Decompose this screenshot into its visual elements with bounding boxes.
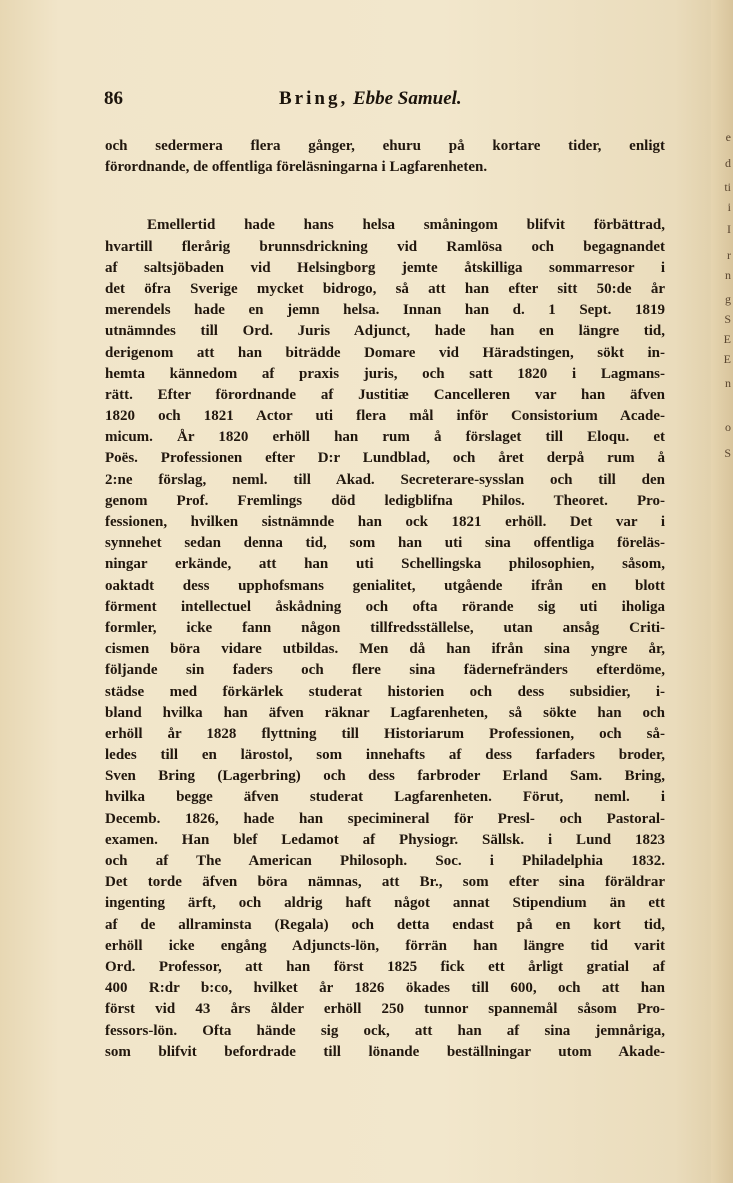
bleed-char: d: [725, 156, 731, 170]
text-line: städse med förkärlek studerat historien och dess subsidier, i-: [105, 683, 665, 700]
text-line: examen. Han blef Ledamot af Physiogr. Sällsk. i Lund 1823: [105, 831, 665, 848]
text-line: Decemb. 1826, hade han specimineral för Presl- och Pastoral-: [105, 810, 665, 827]
text-line: det öfra Sverige mycket bidrogo, så att han efter sitt 50:de år: [105, 280, 665, 297]
bleed-char: g: [725, 292, 731, 306]
text-line: utnämndes till Ord. Juris Adjunct, hade han en längre tid,: [105, 323, 665, 340]
text-line: erhöll icke engång Adjuncts-lön, förrän han längre tid varit: [105, 937, 665, 954]
text-line: 1820 och 1821 Actor uti flera mål inför Consistorium Acade-: [105, 408, 665, 425]
bleed-char: r: [727, 248, 731, 262]
text-line: hvilka begge äfven studerat Lagfarenheten. Förut, neml. i: [105, 789, 665, 806]
text-line: förordnande, de offentliga föreläsningarna i Lagfarenheten.: [105, 159, 488, 176]
text-line: fessionen, hvilken sistnämnde han ock 1821 erhöll. Det var i: [105, 514, 665, 530]
text-line: och sedermera flera gånger, ehuru på kortare tider, enligt: [105, 138, 665, 154]
text-line: af de allraminsta (Regala) och detta endast på en kort tid,: [105, 916, 665, 933]
running-head-given-names: Ebbe Samuel.: [352, 88, 462, 109]
text-line: fessors-lön. Ofta hände sig ock, att han af sina jemnåriga,: [105, 1022, 665, 1039]
text-line: ningar erkände, att han uti Schellingska philosophien, såsom,: [105, 556, 665, 573]
text-line: Sven Bring (Lagerbring) och dess farbroder Erland Sam. Bring,: [105, 768, 665, 785]
running-head-title: [279, 88, 462, 110]
text-line: af saltsjöbaden vid Helsingborg jemte åtskilliga sommarresor i: [105, 259, 665, 276]
text-line: merendels hade en jemn helsa. Innan han d. 1 Sept. 1819: [105, 302, 665, 319]
text-line: micum. År 1820 erhöll han rum å förslaget till Eloqu. et: [105, 429, 665, 446]
bleed-char: n: [725, 376, 731, 390]
bleed-char: I: [727, 222, 731, 236]
body-text: [105, 136, 665, 1063]
text-line: rätt. Efter förordnande af Justitiæ Cancelleren var han äfven: [105, 386, 665, 403]
paragraph-2: [105, 215, 665, 1063]
text-line: Ord. Professor, att han först 1825 fick ett årligt gratial af: [105, 958, 665, 975]
running-head-surname: Bring,: [279, 88, 349, 109]
text-line: följande sin faders och flere sina fädernefränders efterdöme,: [105, 662, 665, 679]
text-line: ingenting ärft, och aldrig haft något annat Stipendium än ett: [105, 895, 665, 912]
text-line: bland hvilka han äfven räknar Lagfarenheten, så sökte han och: [105, 704, 665, 721]
text-line: oaktadt dess upphofsmans genialitet, utgående ifrån en blott: [105, 577, 665, 594]
text-line: derigenom att han biträdde Domare vid Häradstingen, sökt in-: [105, 344, 665, 361]
bleed-char: n: [725, 268, 731, 282]
text-line: erhöll år 1828 flyttning till Historiarum Professionen, och så-: [105, 725, 665, 742]
text-line: som blifvit befordrade till lönande beställningar utom Akade-: [105, 1043, 665, 1060]
bleed-char: ti: [724, 180, 731, 194]
text-line: ledes till en lärostol, som innehafts af dess farfaders broder,: [105, 747, 665, 764]
text-line: 400 R:dr b:co, hvilket år 1826 ökades till 600, och att han: [105, 980, 665, 997]
bleed-char: i: [727, 200, 731, 214]
text-line: först vid 43 års ålder erhöll 250 tunnor spannemål såsom Pro-: [105, 1001, 665, 1018]
text-line: cismen böra vidare utbildas. Men då han ifrån sina yngre år,: [105, 641, 665, 658]
text-line: hvartill flerårig brunnsdrickning vid Ramlösa och begagnandet: [105, 238, 665, 255]
facing-page-edge: [711, 0, 733, 1183]
text-line: Det torde äfven böra nämnas, att Br., som efter sina föräldrar: [105, 874, 665, 891]
page-number: 86: [104, 88, 123, 109]
text-line: hemta kännedom af praxis juris, och satt 1820 i Lagmans-: [105, 365, 665, 382]
text-line: synnehet sedan denna tid, som han uti sina offentliga föreläs-: [105, 535, 665, 552]
text-line: Poës. Professionen efter D:r Lundblad, och året derpå rum å: [105, 450, 665, 467]
bleed-char: e: [725, 130, 731, 144]
bleed-char: E: [723, 352, 731, 366]
text-line: genom Prof. Fremlings död ledigblifna Philos. Theoret. Pro-: [105, 492, 665, 509]
bleed-char: S: [724, 312, 731, 326]
running-header: [104, 88, 664, 114]
text-line: förment intellectuel åskådning och ofta rörande sig uti iholiga: [105, 598, 665, 615]
text-line: och af The American Philosoph. Soc. i Philadelphia 1832.: [105, 853, 665, 869]
paragraph-gap: [105, 178, 665, 215]
text-line: formler, icke fann någon tillfredsställelse, utan ansåg Criti-: [105, 619, 665, 636]
text-line: Emellertid hade hans helsa småningom blifvit förbättrad,: [147, 217, 665, 234]
bleed-char: S: [724, 446, 731, 460]
paragraph-1: [105, 136, 665, 178]
text-line: 2:ne förslag, neml. till Akad. Secreterare-sysslan och till den: [105, 471, 665, 488]
bleed-char: o: [725, 420, 731, 434]
bleed-char: E: [723, 332, 731, 346]
